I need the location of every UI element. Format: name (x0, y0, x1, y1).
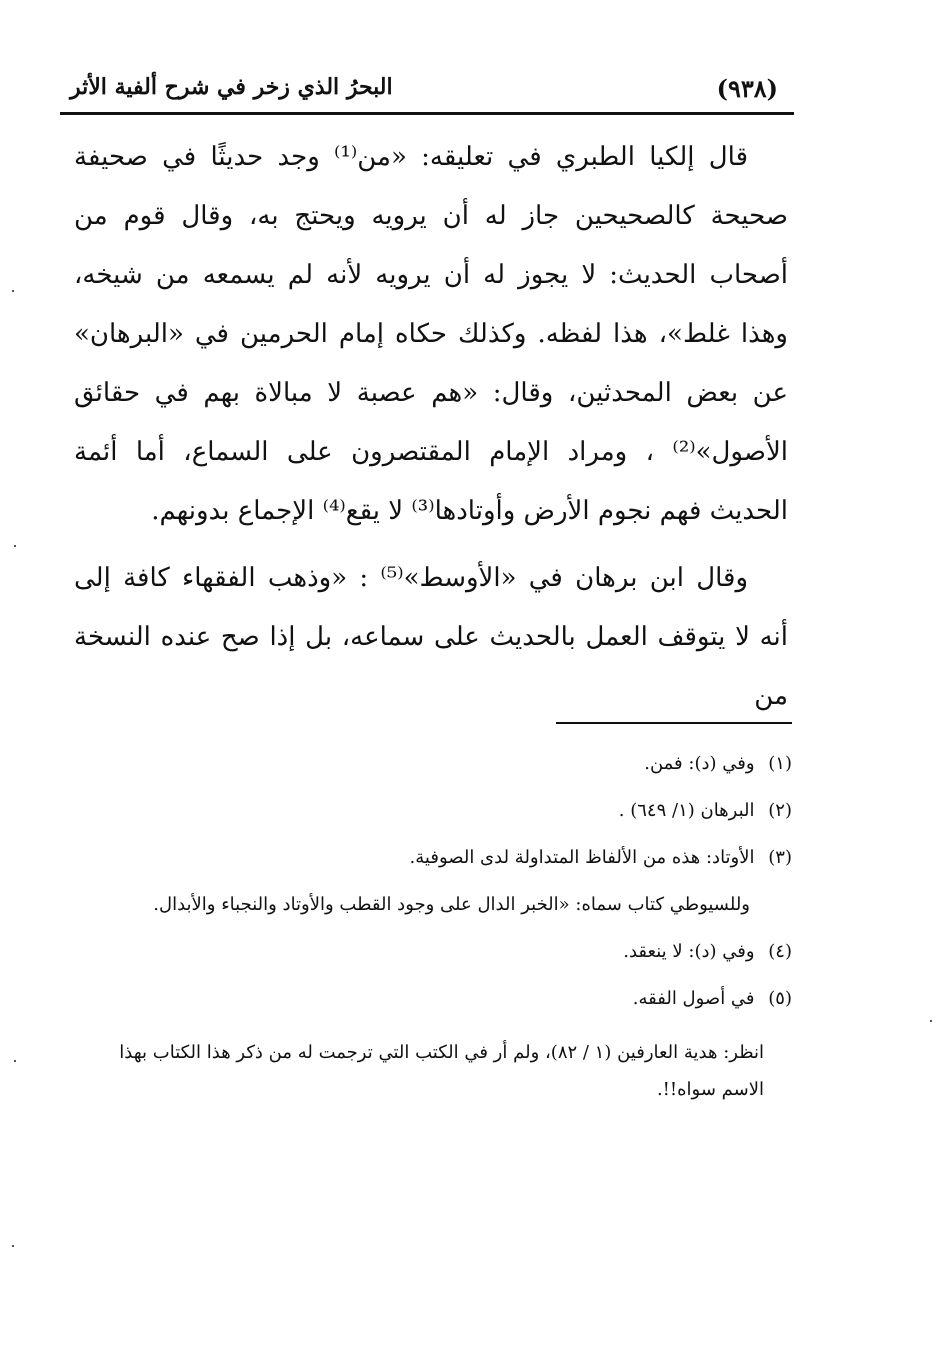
scan-speck (14, 545, 16, 547)
paragraph-2: وقال ابن برهان في «الأوسط»⁽⁵⁾ : «وذهب الفقهاء كافة إلى أنه لا يتوقف العمل بالحديث على سماعه، بل إذا صح عنده النسخة من (74, 563, 788, 711)
header-divider (60, 112, 794, 115)
scan-speck (14, 1060, 16, 1062)
footnote-4 (74, 940, 792, 964)
footnote-text: البرهان (١/ ٦٤٩) . (618, 800, 755, 821)
footnote-number: (٤) (768, 941, 792, 962)
footnote-text: وفي (د): فمن. (644, 753, 755, 774)
main-text (74, 128, 788, 726)
footnote-3-continuation: وللسيوطي كتاب سماه: «الخبر الدال على وجود القطب والأوتاد والنجباء والأبدال. (153, 894, 750, 915)
footnote-number: (٢) (768, 800, 792, 821)
footnote-5 (74, 987, 792, 1011)
scan-speck (930, 1020, 932, 1022)
footnote-text: الأوتاد: هذه من الألفاظ المتداولة لدى الصوفية. (409, 847, 755, 868)
footnote-number: (١) (768, 753, 792, 774)
footnote-1 (74, 752, 792, 776)
footnote-number: (٥) (768, 988, 792, 1009)
page-number: (٩٣٨) (716, 74, 778, 103)
footnote-number: (٣) (768, 847, 792, 868)
page-header (60, 62, 792, 114)
scan-speck (12, 1245, 14, 1247)
footnotes (74, 752, 792, 1131)
footnote-5-note: انظر: هدية العارفين (١ / ٨٢)، ولم أر في الكتب التي ترجمت له من ذكر هذا الكتاب بهذا الاسم سواه!!. (119, 1042, 764, 1100)
footnote-2 (74, 799, 792, 823)
scan-speck (12, 290, 14, 292)
footnote-text: في أصول الفقه. (632, 988, 755, 1009)
running-title: البحرُ الذي زخر في شرح ألفية الأثر (70, 74, 393, 100)
footnote-text: وفي (د): لا ينعقد. (623, 941, 755, 962)
footnote-3 (74, 846, 792, 870)
paragraph-1: قال إلكيا الطبري في تعليقه: «من⁽¹⁾ وجد حديثًا في صحيفة صحيحة كالصحيحين جاز له أن يرويه ويحتج به، وقال قوم من أصحاب الحديث: لا يجوز له أن يرويه لأنه لم يسمعه من شيخه، وهذا غلط»، هذا لفظه. وكذلك حكاه إمام الحرمين في «البرهان» عن بعض المحدثين، وقال: «هم عصبة لا مبالاة بهم في حقائق الأصول»⁽²⁾ ، ومراد الإمام المقتصرون على السماع، أما أئمة الحديث فهم نجوم الأرض وأوتادها⁽³⁾ لا يقع⁽⁴⁾ الإجماع بدونهم. (74, 142, 788, 526)
footnote-divider (556, 722, 792, 724)
